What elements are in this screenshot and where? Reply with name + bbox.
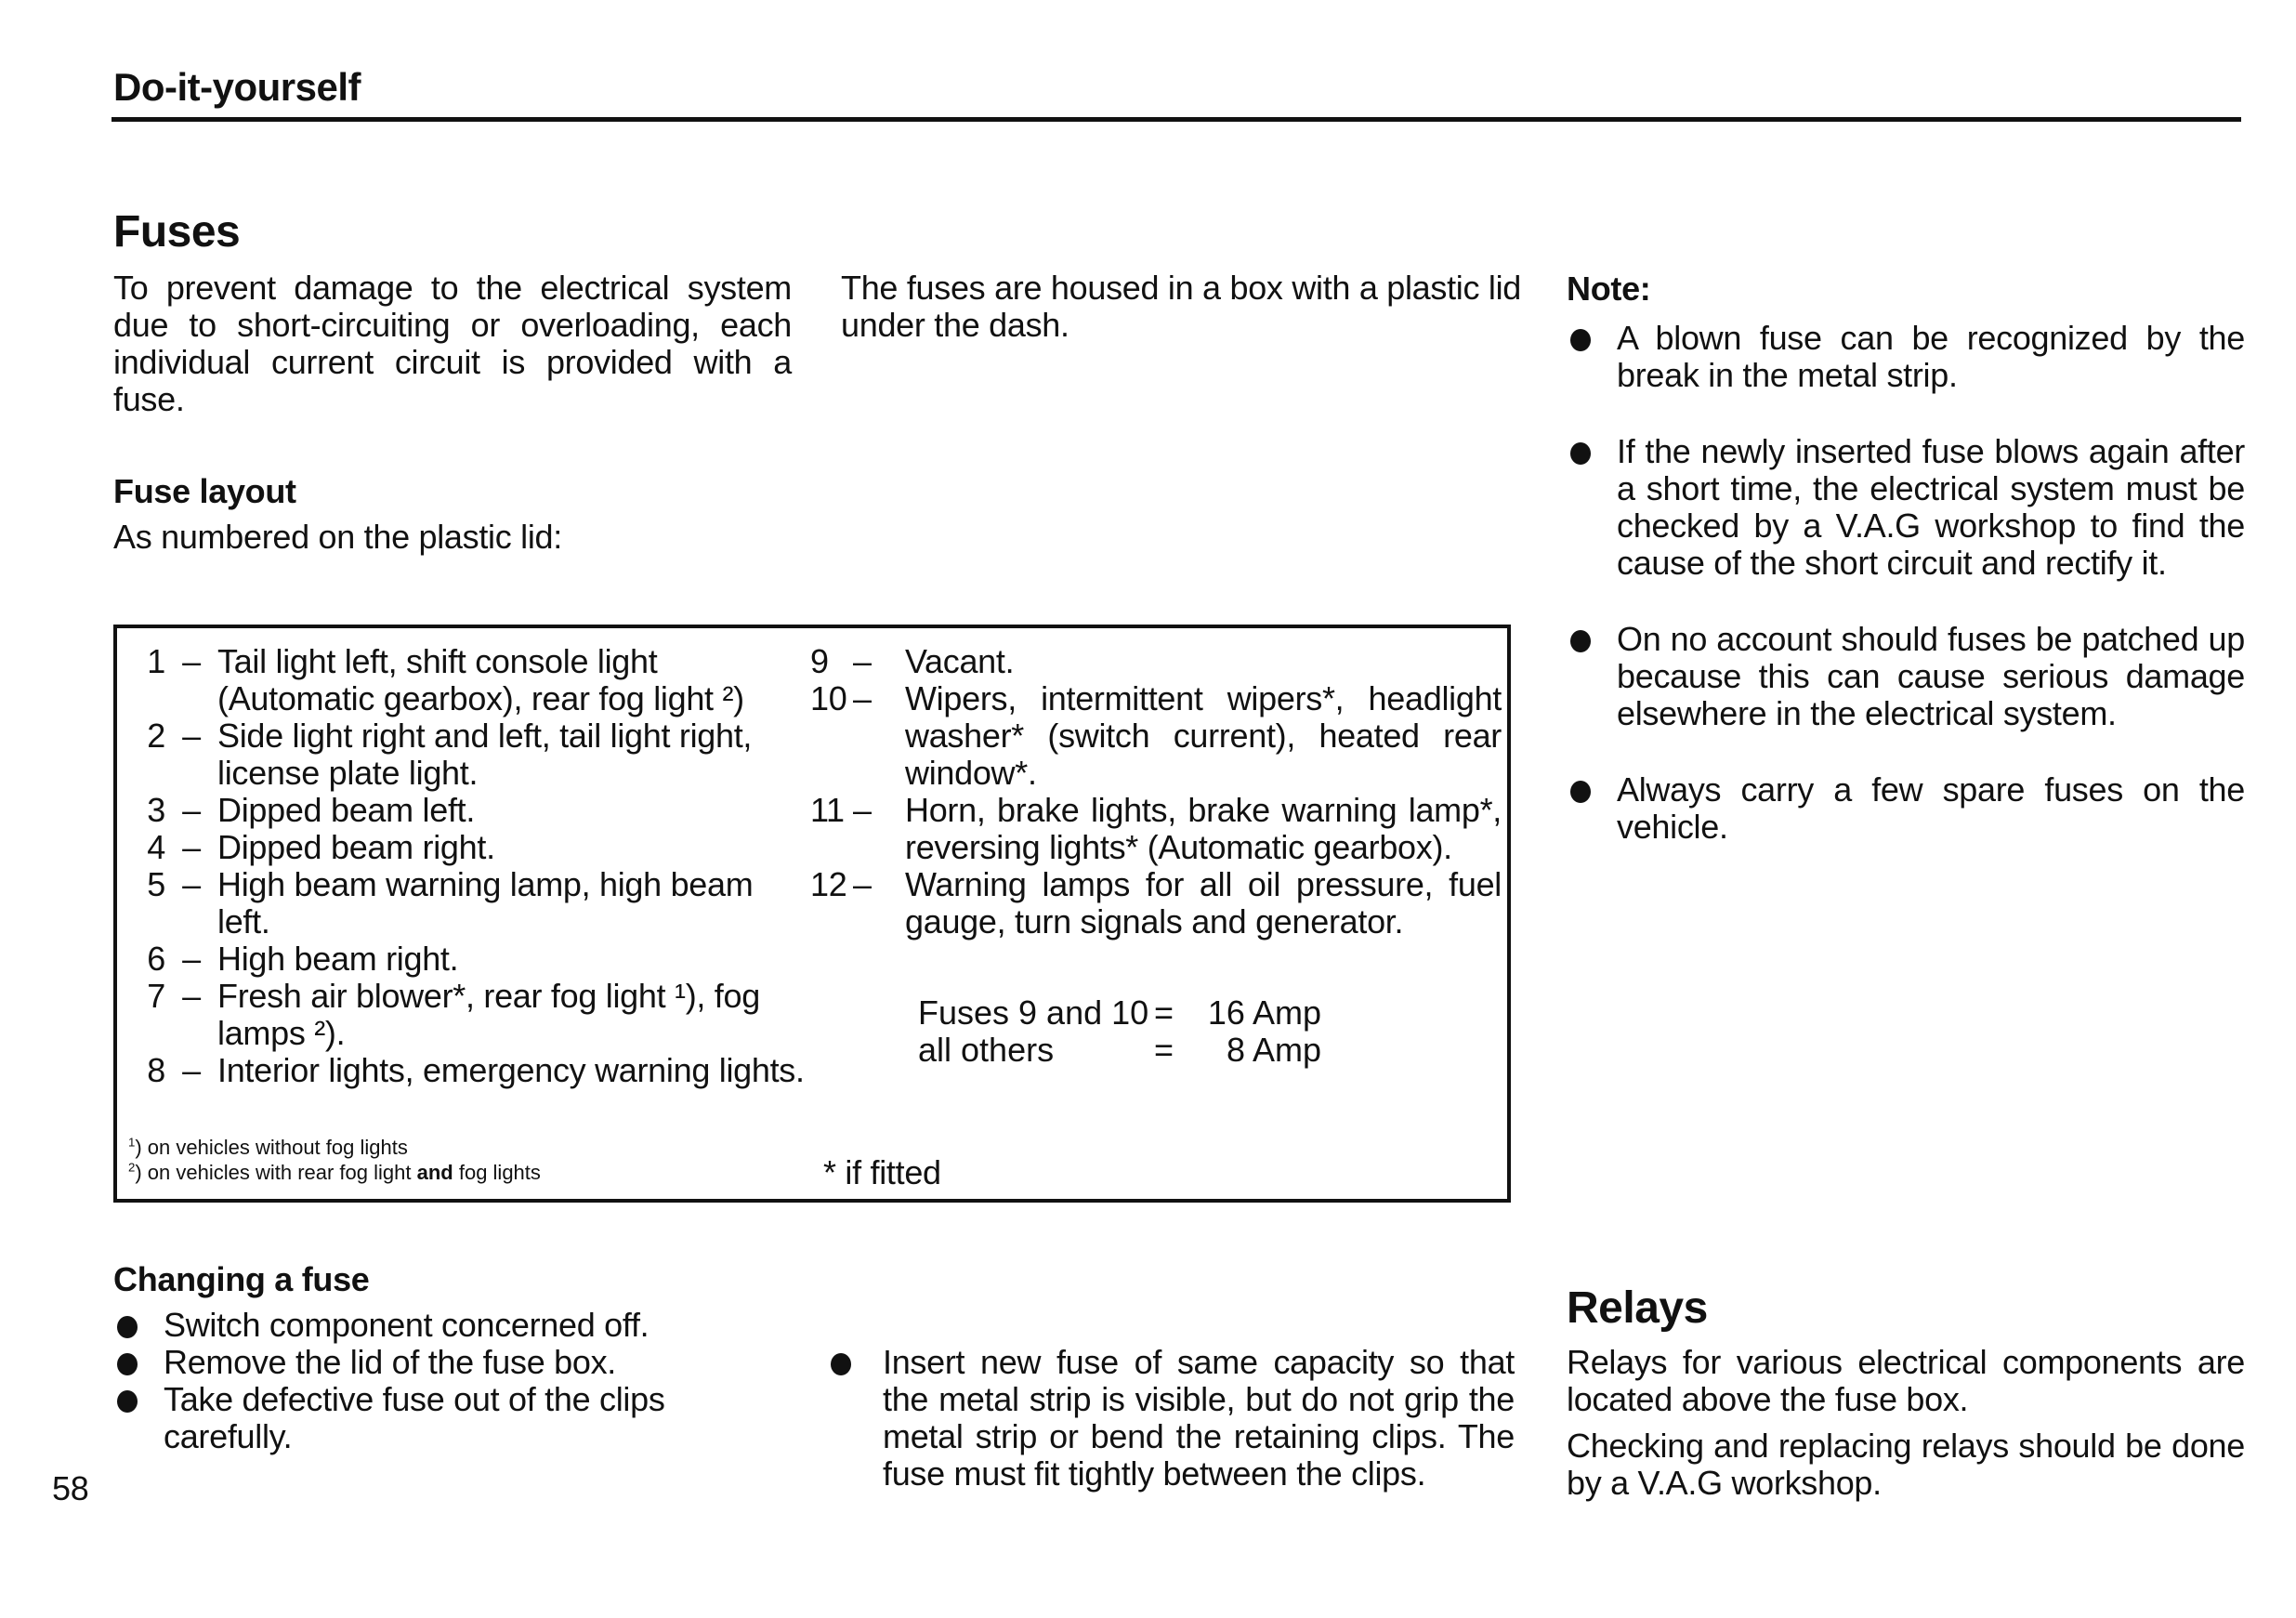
- fuse-description: High beam warning lamp, high beam left.: [217, 865, 754, 941]
- dash: –: [182, 1051, 201, 1089]
- bullet-icon: [1570, 442, 1591, 465]
- fuse-description: Horn, brake lights, brake warning lamp*, reversing lights* (Automatic gearbox).: [905, 791, 1502, 866]
- bullet-icon: [117, 1316, 138, 1338]
- fuse-number: 2: [147, 717, 165, 755]
- bullet-icon: [1570, 329, 1591, 351]
- dash: –: [853, 642, 872, 680]
- fuse-description: Tail light left, shift console light (Automatic gearbox), rear fog light ²): [217, 642, 744, 717]
- fuses-heading: Fuses: [113, 207, 241, 257]
- fuse-list-left: [123, 643, 807, 1089]
- fuse-description: Dipped beam left.: [217, 791, 476, 829]
- changing-fuse-heading: Changing a fuse: [113, 1260, 370, 1298]
- fuse-description: High beam right.: [217, 940, 459, 978]
- step-item: [113, 1307, 801, 1344]
- rating-row: [918, 994, 1321, 1032]
- fuse-item: [123, 643, 807, 717]
- note-item: [1567, 621, 2245, 732]
- page-number: 58: [52, 1469, 89, 1507]
- note-text: A blown fuse can be recognized by the break in the metal strip.: [1617, 319, 2245, 394]
- note-item: [1567, 433, 2245, 582]
- fuse-number: 1: [147, 642, 165, 680]
- bullet-icon: [117, 1390, 138, 1413]
- dash: –: [182, 717, 201, 755]
- relays-para-1: Relays for various electrical components are located above the fuse box.: [1567, 1343, 2245, 1418]
- fuse-description: Fresh air blower*, rear fog light ¹), fog lamps ²).: [217, 977, 760, 1052]
- fuse-ratings: [918, 994, 1321, 1069]
- footnote-text: ) on vehicles without fog lights: [135, 1136, 408, 1159]
- fuse-number: 4: [147, 828, 165, 866]
- header-rule: [112, 117, 2241, 122]
- dash: –: [182, 977, 201, 1015]
- dash: –: [182, 940, 201, 978]
- rating-equals: =: [1154, 993, 1174, 1032]
- bullet-icon: [831, 1353, 851, 1375]
- fuse-list-right: [810, 643, 1502, 941]
- fuse-number: 6: [147, 940, 165, 978]
- note-item: [1567, 771, 2245, 846]
- rating-row: [918, 1032, 1321, 1069]
- dash: –: [182, 828, 201, 866]
- fuse-number: 12: [810, 865, 847, 903]
- note-heading: Note:: [1567, 270, 1651, 308]
- dash: –: [182, 865, 201, 903]
- step-text: Insert new fuse of same capacity so that the metal strip is visible, but do not grip the metal strip or bend the retaining clips. The fuse must fit tightly between the clips.: [883, 1343, 1515, 1493]
- dash: –: [182, 642, 201, 680]
- footnote-2: [128, 1161, 541, 1185]
- fuse-item: [123, 717, 807, 792]
- fuse-description: Side light right and left, tail light right, license plate light.: [217, 717, 753, 792]
- bullet-icon: [1570, 781, 1591, 803]
- section-header: Do-it-yourself: [113, 65, 361, 109]
- rating-value: 16 Amp: [1207, 993, 1321, 1032]
- fuse-item: [123, 829, 807, 866]
- dash: –: [182, 791, 201, 829]
- relays-para-2: Checking and replacing relays should be done by a V.A.G workshop.: [1567, 1427, 2245, 1502]
- step-text: Switch component concerned off.: [164, 1306, 649, 1344]
- footnote-text: fog lights: [453, 1161, 541, 1184]
- changing-steps-right: [827, 1344, 1515, 1493]
- step-text: Remove the lid of the fuse box.: [164, 1343, 616, 1381]
- fuse-description: Interior lights, emergency warning lights.: [217, 1051, 805, 1089]
- note-item: [1567, 320, 2245, 394]
- bullet-icon: [1570, 630, 1591, 652]
- rating-value: 8 Amp: [1226, 1031, 1321, 1069]
- dash: –: [853, 865, 872, 903]
- step-text: Take defective fuse out of the clips carefully.: [164, 1380, 665, 1455]
- fuse-item: [810, 792, 1502, 866]
- fuse-item: [123, 1052, 807, 1089]
- fuse-box-location: The fuses are housed in a box with a plastic lid under the dash.: [841, 269, 1522, 344]
- fuse-description: Dipped beam right.: [217, 828, 495, 866]
- rating-label: all others: [918, 1031, 1055, 1069]
- fuse-item: [810, 643, 1502, 680]
- fuse-layout-subtitle: As numbered on the plastic lid:: [113, 518, 562, 556]
- fuse-item: [123, 978, 807, 1052]
- footnote-text: ) on vehicles with rear fog light: [135, 1161, 417, 1184]
- rating-label: Fuses 9 and 10: [918, 993, 1149, 1032]
- fuse-number: 8: [147, 1051, 165, 1089]
- fuse-item: [123, 866, 807, 941]
- step-item: [827, 1344, 1515, 1493]
- footnote-1: [128, 1136, 408, 1160]
- bullet-icon: [117, 1353, 138, 1375]
- footnote-mark: 1: [128, 1135, 136, 1150]
- step-item: [113, 1381, 801, 1455]
- fuse-item: [810, 866, 1502, 941]
- fuse-number: 7: [147, 977, 165, 1015]
- rating-equals: =: [1154, 1031, 1174, 1069]
- dash: –: [853, 791, 872, 829]
- fuse-item: [123, 792, 807, 829]
- fuse-description: Vacant.: [905, 642, 1015, 680]
- fuse-description: Warning lamps for all oil pressure, fuel gauge, turn signals and generator.: [905, 865, 1502, 941]
- fuse-number: 5: [147, 865, 165, 903]
- fuse-layout-heading: Fuse layout: [113, 472, 296, 510]
- relays-heading: Relays: [1567, 1283, 1708, 1333]
- note-text: If the newly inserted fuse blows again after a short time, the electrical system must be checked by a V.A.G workshop to find the cause of the short circuit and rectify it.: [1617, 432, 2245, 582]
- fuse-description: Wipers, intermittent wipers*, headlight washer* (switch current), heated rear window*.: [905, 679, 1502, 792]
- note-text: Always carry a few spare fuses on the vehicle.: [1617, 770, 2245, 846]
- step-item: [113, 1344, 801, 1381]
- fuse-item: [810, 680, 1502, 792]
- changing-steps-left: [113, 1307, 801, 1455]
- fuse-number: 3: [147, 791, 165, 829]
- fuse-number: 9: [810, 642, 829, 680]
- fuse-item: [123, 941, 807, 978]
- dash: –: [853, 679, 872, 717]
- footnote-mark: 2: [128, 1160, 136, 1175]
- note-list: [1567, 320, 2245, 885]
- footnote-bold: and: [416, 1161, 453, 1184]
- note-text: On no account should fuses be patched up because this can cause serious damage elsewhere in the electrical system.: [1617, 620, 2245, 732]
- fuse-number: 11: [810, 791, 845, 829]
- if-fitted-note: * if fitted: [823, 1153, 941, 1191]
- fuses-intro: To prevent damage to the electrical system due to short-circuiting or overloading, each individual current circuit is provided with a fuse.: [113, 269, 792, 418]
- fuse-number: 10: [810, 679, 847, 717]
